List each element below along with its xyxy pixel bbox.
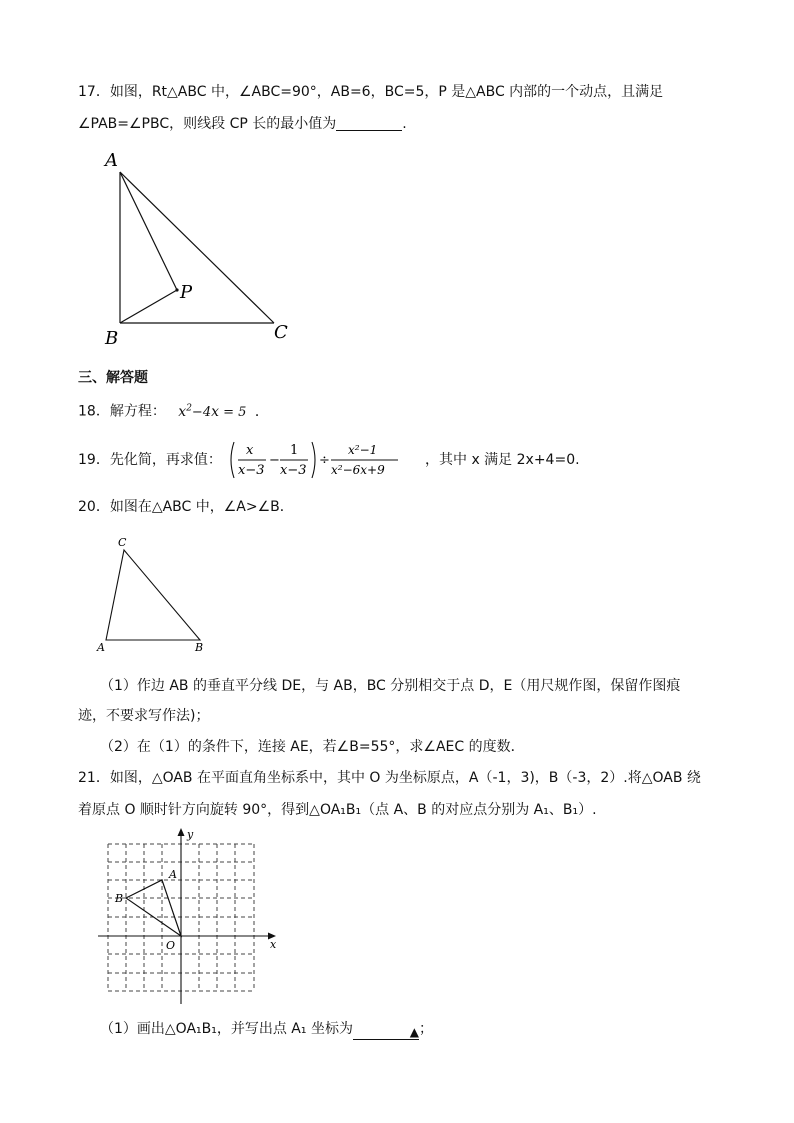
q21-label-x: x — [270, 938, 277, 951]
q17-segment-bp — [120, 290, 177, 323]
section-heading: 三、解答题 — [78, 370, 148, 386]
q19-divide: ÷ — [319, 453, 330, 468]
q19-f1-den: x−3 — [238, 463, 265, 478]
q21-part1-text: （1）画出△OA₁B₁，并写出点 A₁ 坐标为 — [100, 1021, 353, 1037]
q17-label-p: P — [180, 282, 193, 303]
q17-text-line2 — [78, 114, 407, 134]
q21-text-line1: 21．如图，△OAB 在平面直角坐标系中，其中 O 为坐标原点，A（-1，3)，B（-3，2）.将△OAB 绕 — [78, 770, 701, 786]
q17-label-c: C — [274, 322, 288, 343]
q19-minus: − — [269, 453, 280, 468]
q19-f1-num: x — [246, 443, 254, 458]
q18-suffix: ． — [254, 403, 269, 420]
q19-f3-den: x²−6x+9 — [331, 463, 385, 477]
q19-expression — [228, 440, 428, 480]
q20-part1-line1: （1）作边 AB 的垂直平分线 DE，与 AB，BC 分别相交于点 D，E（用尺规作图，保留作图痕 — [100, 678, 681, 694]
q17-point-p — [175, 288, 178, 291]
q21-label-o: O — [166, 939, 176, 952]
q21-label-a: A — [169, 868, 177, 881]
q20-label-a: A — [97, 641, 105, 654]
q21-label-y: y — [187, 828, 194, 841]
q17-period: . — [402, 116, 407, 132]
q21-triangle-oab — [126, 880, 181, 936]
q17-answer-blank[interactable] — [336, 116, 402, 131]
q20-part1-line2: 迹，不要求写作法)； — [78, 708, 210, 724]
q17-side-ac — [120, 172, 274, 323]
q20-triangle — [106, 550, 200, 640]
q20-label-b: B — [195, 641, 204, 654]
q17-segment-ap — [120, 172, 177, 290]
q19-f2-den: x−3 — [280, 463, 307, 478]
q17-text-line1: 17．如图，Rt△ABC 中，∠ABC=90°，AB=6，BC=5，P 是△ABC 内部的一个动点，且满足 — [78, 84, 664, 100]
q19-prefix: 19．先化简，再求值： — [78, 452, 222, 468]
q21-coordinate-grid — [92, 828, 292, 1008]
q20-text-line1: 20．如图在△ABC 中，∠A>∠B． — [78, 499, 294, 515]
q18-prefix: 18．解方程： — [78, 403, 166, 420]
q20-part2: （2）在（1）的条件下，连接 AE，若∠B=55°，求∠AEC 的度数． — [100, 739, 525, 755]
q21-blank-marker: ▲ — [409, 1025, 419, 1039]
q21-y-axis-arrow — [178, 828, 185, 836]
q18-line — [78, 398, 269, 423]
q21-answer-blank[interactable] — [353, 1025, 419, 1040]
q17-label-b: B — [105, 328, 119, 349]
q20-figure — [92, 535, 222, 655]
q17-label-a: A — [105, 150, 118, 171]
q17-question: ∠PAB=∠PBC，则线段 CP 长的最小值为 — [78, 116, 337, 132]
q19-f3-num: x²−1 — [348, 443, 378, 457]
q17-figure — [100, 150, 300, 350]
q21-part1 — [100, 1019, 433, 1040]
q21-label-b: B — [115, 892, 124, 905]
q20-label-c: C — [118, 536, 127, 549]
q21-text-line2: 着原点 O 顺时针方向旋转 90°，得到△OA₁B₁（点 A、B 的对应点分别为 A₁、B₁）. — [78, 802, 597, 818]
q19-f2-num: 1 — [290, 443, 299, 458]
q19-suffix: ，其中 x 满足 2x+4=0. — [425, 452, 580, 468]
q21-part1-end: ； — [418, 1021, 433, 1037]
q18-equation: $x^2-4x = 5$ — [178, 403, 247, 420]
